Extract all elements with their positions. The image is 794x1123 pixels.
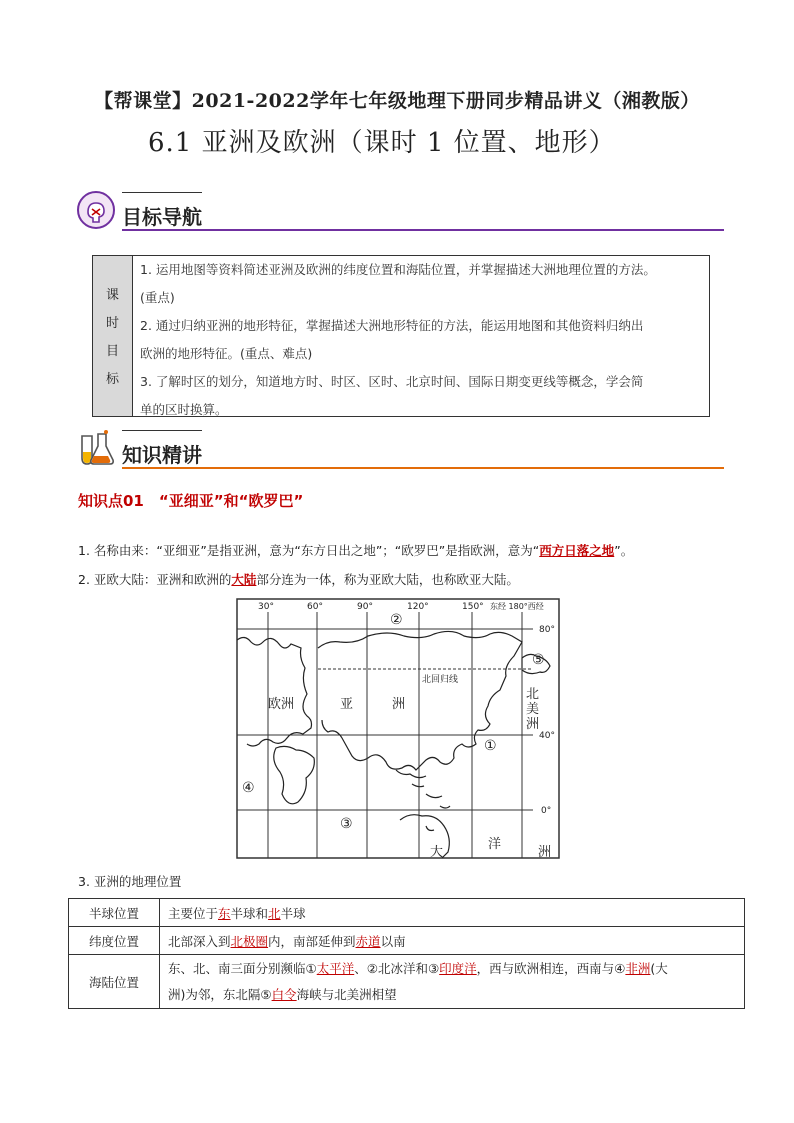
europe-label: 欧洲 — [268, 697, 295, 712]
tick-label: 60° — [307, 602, 323, 612]
goals-underline — [122, 229, 724, 231]
goal-line: (重点) — [140, 290, 175, 305]
goals-text — [140, 256, 705, 424]
row-header: 半球位置 — [69, 899, 160, 927]
tick-label: 150° — [462, 602, 484, 612]
text: 1. 名称由来：“亚细亚”是指亚洲，意为“东方日出之地”；“欧罗巴”是指欧洲，意为“ — [78, 543, 540, 558]
eurasia-paragraph — [78, 570, 519, 588]
asia-label-2: 洲 — [392, 697, 406, 712]
side-char: 标 — [105, 372, 119, 387]
row-header: 纬度位置 — [69, 927, 160, 955]
table-row — [69, 927, 745, 955]
answer-africa: 非洲 — [625, 960, 651, 976]
answer-equator: 赤道 — [355, 933, 381, 949]
side-char: 时 — [105, 316, 119, 331]
text: ”。 — [614, 543, 634, 558]
answer-indian: 印度洋 — [439, 960, 477, 976]
marker-5-bering: ⑤ — [532, 652, 545, 668]
asia-europe-map — [236, 598, 560, 860]
geo-position-table — [68, 898, 745, 1009]
knowledge-underline — [122, 467, 724, 469]
side-char: 课 — [105, 288, 119, 303]
tick-label: 40° — [539, 731, 555, 741]
tick-label: 30° — [258, 602, 274, 612]
text: 部分连为一体，称为亚欧大陆，也称欧亚大陆。 — [256, 572, 519, 587]
goals-header-topline — [122, 192, 202, 193]
answer-bering: 白令 — [271, 986, 297, 1002]
answer-east: 东 — [218, 905, 231, 921]
row-header: 海陆位置 — [69, 955, 160, 1009]
asia-label-1: 亚 — [340, 697, 354, 712]
answer-continent: 大陆 — [231, 572, 257, 587]
row-content — [160, 899, 745, 927]
goals-heading: 目标导航 — [122, 205, 202, 229]
tick-label: 90° — [357, 602, 373, 612]
oceania-label: 洋 — [488, 837, 502, 852]
goal-line: 3. 了解时区的划分，知道地方时、时区、区时、北京时间、国际日期变更线等概念，学会简 — [140, 374, 644, 389]
text: 内，南部延伸到 — [268, 933, 356, 949]
north-america-label: 北 — [526, 687, 540, 702]
goals-section-header — [76, 188, 726, 232]
marker-1-pacific: ① — [484, 738, 497, 754]
text: 东、北、南三面分别濒临① — [168, 960, 317, 976]
goal-brain-icon — [76, 190, 116, 230]
side-char: 目 — [105, 344, 119, 359]
document-title: 【帮课堂】2021-2022学年七年级地理下册同步精品讲义（湘教版） — [94, 90, 700, 112]
text: 半球 — [280, 905, 306, 921]
row-content — [160, 927, 745, 955]
goals-table — [92, 255, 710, 417]
tick-label: 0° — [541, 806, 552, 816]
answer-north: 北 — [268, 905, 281, 921]
north-america-label: 洲 — [526, 717, 540, 732]
marker-3-indian: ③ — [340, 816, 353, 832]
tick-label: 80° — [539, 625, 555, 635]
text: 北部深入到 — [168, 933, 231, 949]
marker-2-arctic: ② — [390, 612, 403, 628]
table-row — [69, 955, 745, 1009]
oceania-label: 大 — [430, 845, 444, 860]
lesson-title: 6.1 亚洲及欧洲（课时 1 位置、地形） — [148, 128, 616, 158]
table-row — [69, 899, 745, 927]
answer-arctic-circle: 北极圈 — [230, 933, 269, 949]
tick-label: 东经 180°西经 — [490, 602, 544, 611]
goal-line: 单的区时换算。 — [140, 402, 228, 417]
tick-label: 120° — [407, 602, 429, 612]
text: 半球和 — [230, 905, 269, 921]
oceania-label: 洲 — [538, 845, 552, 860]
text: 、②北冰洋和③ — [354, 960, 440, 976]
north-america-label: 美 — [526, 702, 540, 717]
knowledge-heading: 知识精讲 — [122, 443, 202, 467]
marker-4-africa: ④ — [242, 780, 255, 796]
goal-line: 2. 通过归纳亚洲的地形特征，掌握描述大洲地形特征的方法，能运用地图和其他资料归纳出 — [140, 318, 644, 333]
text: 洲)为邻，东北隔⑤ — [168, 986, 272, 1002]
text: 海峡与北美洲相望 — [296, 986, 397, 1002]
text: ，西与欧洲相连，西南与④ — [476, 960, 626, 976]
tropic-label: 北回归线 — [422, 675, 459, 685]
knowledge-point-title: 知识点01 “亚细亚”和“欧罗巴” — [78, 492, 304, 510]
text: 主要位于 — [168, 905, 219, 921]
answer-pacific: 太平洋 — [316, 960, 355, 976]
row-content — [160, 955, 745, 1009]
goals-side-label — [93, 256, 133, 416]
answer-west-sunset: 西方日落之地 — [539, 543, 615, 558]
goal-line: 欧洲的地形特征。(重点、难点) — [140, 346, 313, 361]
knowledge-header-topline — [122, 430, 202, 431]
geo-position-heading: 3. 亚洲的地理位置 — [78, 874, 182, 889]
knowledge-section-header — [76, 426, 726, 470]
text: 以南 — [380, 933, 406, 949]
name-origin-paragraph — [78, 541, 633, 559]
flask-icon — [76, 428, 116, 468]
goal-line: 1. 运用地图等资料简述亚洲及欧洲的纬度位置和海陆位置，并掌握描述大洲地理位置的方法。 — [140, 262, 656, 277]
text: (大 — [650, 960, 668, 976]
text: 2. 亚欧大陆：亚洲和欧洲的 — [78, 572, 232, 587]
